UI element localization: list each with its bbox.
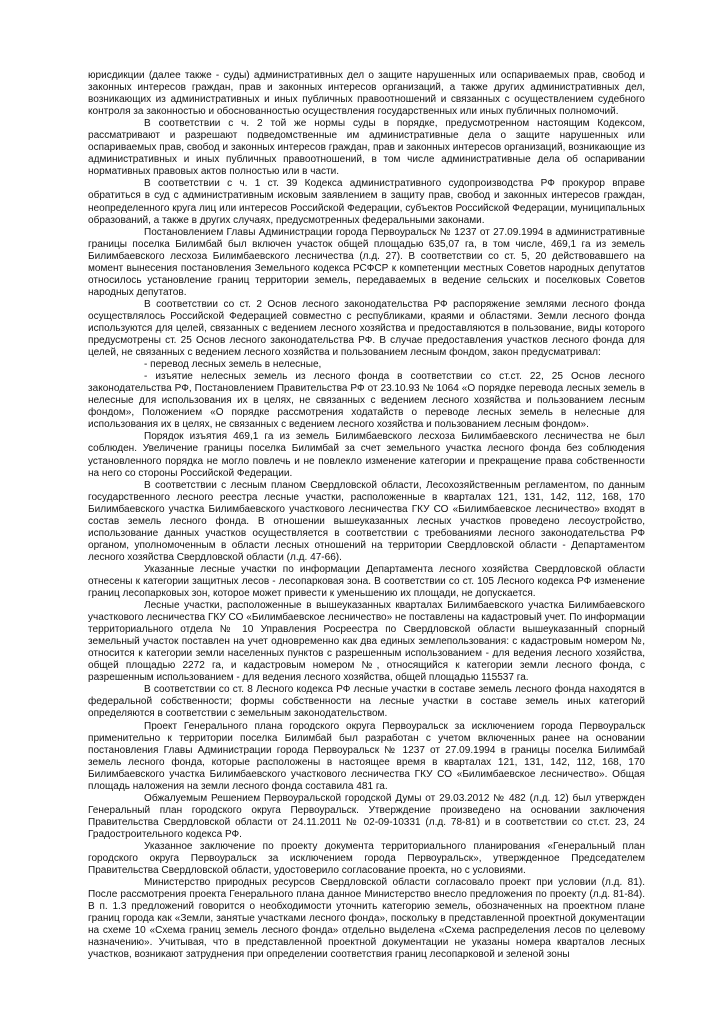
paragraph-6: Порядок изъятия 469,1 га из земель Билимбаевского лесхоза Билимбаевского лесничества не был соблюден. Увеличение границы поселка Билимбай за счет земельного участка лесного фонда без соблюдения установленного порядка не могло повлечь и не повлекло изменение категории и прекращение права собственности на него со стороны Российской Федерации. xyxy=(88,431,645,479)
paragraph-9: Лесные участки, расположенные в вышеуказанных кварталах Билимбаевского участка Билимбаевского участкового лесничества ГКУ СО «Билимбаевское лесничество» не поставлены на кадастровый учет. По информации территориального отдела № 10 Управления Росреестра по Свердловской области вышеуказанный спорный земельный участок поставлен на учет одновременно как два единых землепользования: с кадастровым номером №, относится к категории земли населенных пунктов с разрешенным использованием - для ведения лесного хозяйства, общей площадью 2272 га, и кадастровым номером №, относящийся к категории земли лесного фонда, с разрешенным использованием - для ведения лесного хозяйства, общей площадью 115537 га. xyxy=(88,600,645,684)
paragraph-4: Постановлением Главы Администрации города Первоуральск № 1237 от 27.09.1994 в административные границы поселка Билимбай был включен участок общей площадью 635,07 га, в том числе, 469,1 га из земель Билимбаевского лесхоза Билимбаевского лесничества (л.д. 27). В соответствии со ст. 5, 20 действовавшего на момент вынесения постановления Земельного кодекса РСФСР к компетенции местных Советов народных депутатов относилось установление границ территории земель, передаваемых в ведение сельских и поселковых Советов народных депутатов. xyxy=(88,226,645,298)
paragraph-1: юрисдикции (далее также - суды) административных дел о защите нарушенных или оспариваемых прав, свобод и законных интересов граждан, прав и законных интересов организаций, а также других административных дел, возникающих из административных и иных публичных правоотношений и связанных с осуществлением судебного контроля за законностью и обоснованностью осуществления государственных или иных публичных полномочий. xyxy=(88,70,645,118)
paragraph-12: Обжалуемым Решением Первоуральской городской Думы от 29.03.2012 № 482 (л.д. 12) был утвержден Генеральный план городского округа Первоуральск. Утверждение произведено на основании заключения Правительства Свердловской области от 24.11.2011 № 02-09-10331 (л.д. 78-81) и в соответствии со ст.ст. 23, 24 Градостроительного кодекса РФ. xyxy=(88,792,645,840)
paragraph-14: Министерство природных ресурсов Свердловской области согласовало проект при условии (л.д. 81). После рассмотрения проекта Генерального плана данное Министерство внесло предложения по проекту (л.д. 81-84). В п. 1.3 предложений говорится о необходимости уточнить категорию земель, обозначенных на проектном плане границ города как «Земли, занятые участками лесного фонда», поскольку в представленной проектной документации на схеме 10 «Схема границ земель лесного фонда» отдельно выделена «Схема распределения лесов по целевому назначению». Учитывая, что в представленной проектной документации не указаны номера кварталов лесных участков, возникают затруднения при определении соответствия границ лесопарковой и зеленой зоны xyxy=(88,877,645,961)
paragraph-10: В соответствии со ст. 8 Лесного кодекса РФ лесные участки в составе земель лесного фонда находятся в федеральной собственности; формы собственности на лесные участки в составе земель иных категорий определяются в соответствии с земельным законодательством. xyxy=(88,684,645,720)
paragraph-2: В соответствии с ч. 2 той же нормы суды в порядке, предусмотренном настоящим Кодексом, рассматривают и разрешают подведомственные им административные дела о защите нарушенных или оспариваемых прав, свобод и законных интересов граждан, прав и законных интересов организаций, возникающие из административных и иных публичных правоотношений, в том числе административные дела об оспаривании нормативных правовых актов полностью или в части. xyxy=(88,118,645,178)
list-item-2: - изъятие нелесных земель из лесного фонда в соответствии со ст.ст. 22, 25 Основ лесного законодательства РФ, Постановлением Правительства РФ от 23.10.93 № 1064 «О порядке перевода лесных земель в нелесные для использования их в целях, не связанных с ведением лесного хозяйства и пользованием лесным фондом», Положением «О порядке рассмотрения ходатайств о переводе лесных земель в нелесные для использования их в целях, не связанных с ведением лесного хозяйства и пользованием лесным фондом». xyxy=(88,371,645,431)
paragraph-5: В соответствии со ст. 2 Основ лесного законодательства РФ распоряжение землями лесного фонда осуществлялось Российской Федерацией совместно с республиками, краями и областями. Земли лесного фонда используются для целей, связанных с ведением лесного хозяйства и предоставляются в пользование, виды которого предусмотрены ст. 25 Основ лесного законодательства РФ. В случае предоставления участков лесного фонда для целей, не связанных с ведением лесного хозяйства и пользованием лесным фондом, закон предусматривал: xyxy=(88,298,645,359)
paragraph-7: В соответствии с лесным планом Свердловской области, Лесохозяйственным регламентом, по данным государственного лесного реестра лесные участки, расположенные в кварталах 121, 131, 142, 112, 168, 170 Билимбаевского участка Билимбаевского участкового лесничества ГКУ СО «Билимбаевское лесничество» входят в состав земель лесного фонда. В отношении вышеуказанных лесных участков проведено лесоустройство, использование данных участков осуществляется в соответствии с требованиями лесного законодательства РФ органом, уполномоченным в области лесных отношений на территории Свердловской области - Департаментом лесного хозяйства Свердловской области (л.д. 47-66). xyxy=(88,479,645,563)
paragraph-11: Проект Генерального плана городского округа Первоуральск за исключением города Первоуральск применительно к территории поселка Билимбай был разработан с учетом включенных ранее на основании постановления Главы Администрации города Первоуральск № 1237 от 27.09.1994 в границы поселка Билимбай земель лесного фонда, которые расположены в настоящее время в кварталах 121, 131, 142, 112, 168, 170 Билимбаевского участка Билимбаевского участкового лесничества ГКУ СО «Билимбаевское лесничество». Общая площадь наложения на земли лесного фонда составила 481 га. xyxy=(88,720,645,792)
paragraph-13: Указанное заключение по проекту документа территориального планирования «Генеральный план городского округа Первоуральск за исключением города Первоуральск», утвержденное Председателем Правительства Свердловской области, удостоверило согласование проекта, но с условиями. xyxy=(88,841,645,877)
paragraph-8: Указанные лесные участки по информации Департамента лесного хозяйства Свердловской области отнесены к категории защитных лесов - лесопарковая зона. В соответствии со ст. 105 Лесного кодекса РФ изменение границ лесопарковых зон, которое может привести к уменьшению их площади, не допускается. xyxy=(88,563,645,600)
list-item-1: - перевод лесных земель в нелесные, xyxy=(144,359,322,371)
paragraph-3: В соответствии с ч. 1 ст. 39 Кодекса административного судопроизводства РФ прокурор вправе обратиться в суд с административным исковым заявлением в защиту прав, свобод и законных интересов граждан, неопределенного круга лиц или интересов Российской Федерации, субъектов Российской Федерации, муниципальных образований, а также в других случаях, предусмотренных федеральными законами. xyxy=(88,178,645,226)
